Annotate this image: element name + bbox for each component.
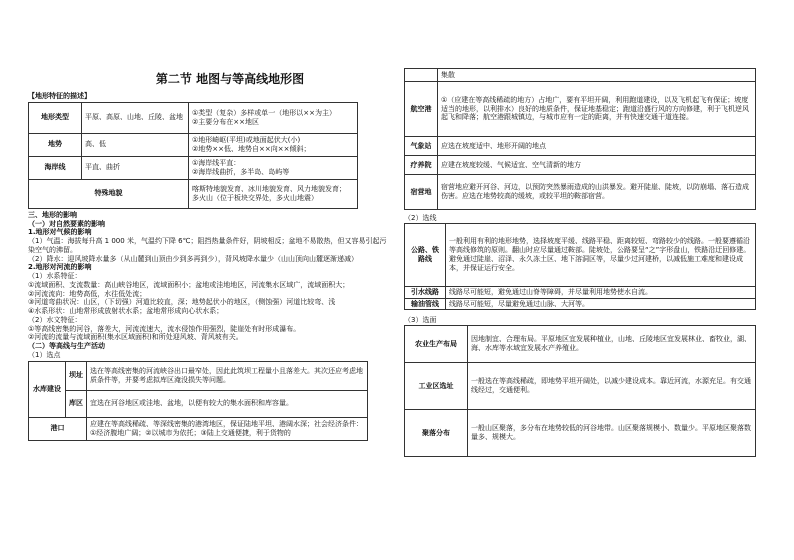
- table-cell: 一般山区聚落，多分布在地势较低的河谷地带。山区聚落规模小、数量少。平原地区聚落数量多、规模大。: [468, 410, 756, 457]
- table-cell: [189, 102, 358, 133]
- right-column: [404, 68, 760, 457]
- table-row: [405, 223, 756, 286]
- table-row: [29, 102, 358, 133]
- table-row: [405, 137, 756, 156]
- cell-line: ①类型（复杂）多样或单一（地形以××为主）: [192, 109, 337, 117]
- table-row: [29, 361, 368, 390]
- table-cell-label: 地势: [29, 133, 82, 156]
- text-line: ②河流的流量与流域面积(集水区域面积)和所处迎风坡、背风坡有关。: [28, 333, 243, 342]
- zones-table: [404, 325, 756, 457]
- table-cell: 线路尽可能短，避免通过山脊等障碍，并尽量利用地势使水自流。: [446, 286, 756, 298]
- cell-line: ②海岸线曲折，多半岛、岛屿等: [192, 167, 290, 176]
- text-line: 2.地形对河流的影响: [28, 263, 92, 272]
- table-row: [405, 286, 756, 298]
- text-line: （二）等高线与生产活动: [28, 342, 105, 350]
- text-line: ④水系形状：山地常形成放射状水系；盆地常形成向心状水系；: [28, 307, 224, 315]
- table-cell-label: 特殊地貌: [29, 179, 189, 208]
- table-cell: ①（应建在等高线稀疏的地方）占地广，要有平坦开阔，利用跑道建设，以及飞机起飞有保证；坡度适当的地形，以利排水）良好的地质条件，保证地基稳定；跑道沿盛行风的方向修建，利于飞机逆风起飞和降落；航空港跟城镇边，与城市应有一定的距离，并有快速交通干道连接。: [438, 82, 756, 137]
- text-line: （2）水文特征：: [28, 315, 82, 324]
- table-cell: 因地制宜、合理布局。平原地区宜发展种植业，山地、丘陵地区宜发展林业、畜牧业，湖、海、水库等水域宜发展水产养殖业。: [468, 326, 756, 363]
- table-cell-label: 公路、铁路线: [405, 223, 446, 286]
- table-row: [405, 69, 756, 82]
- cell-line: ②主要分布在××地区: [192, 117, 260, 126]
- text-line: ②河流流向：地势高低，水往低处流；: [28, 289, 147, 298]
- table-cell: 应选在坡度适中、地形开阔的地点: [438, 137, 756, 156]
- table-row: [29, 156, 358, 179]
- table-cell: 一般选在等高线稀疏，即地势平坦开阔处，以减少建设成本。靠近河流，水源充足。有交通线经过，交通便利。: [468, 363, 756, 410]
- table-cell-label: 疗养院: [405, 156, 438, 175]
- table-row: [405, 156, 756, 175]
- table-row: [29, 133, 358, 156]
- cell-line: 喀斯特地貌发育、冰川地貌发育、风力地貌发育；: [192, 185, 346, 193]
- table-cell: 应建在等高线稀疏、等深线密集的港湾地区，保证陆地平坦、港阔水深；社会经济条件：①经济腹地广阔；②以城市为依托；③陆上交通便捷，利于货物的: [87, 417, 368, 440]
- table-cell: 集散: [438, 69, 756, 82]
- table-cell: 高、低: [82, 133, 189, 156]
- table-cell: 平直、曲折: [82, 156, 189, 179]
- table-cell-label: 水库建设: [29, 361, 66, 417]
- cell-line: ①海岸线平直：: [192, 159, 241, 167]
- text-line: ③河道弯曲状况：山区，（下切强）河道比较直，深；地势起伏小的地区，（侧蚀强）河道比较弯、浅: [28, 298, 336, 307]
- table-cell: 线路尽可能短，尽量避免通过山脉、大河等。: [446, 298, 756, 310]
- table-row: [405, 410, 756, 457]
- section-heading: （2）选线: [404, 214, 437, 222]
- table-cell: 选在等高线密集的河流峡谷出口最窄处，因此此筑坝工程量小且落差大。其次还应考虑地质条件等，并要考虑拟库区淹没损失等问题。: [87, 361, 368, 390]
- table-cell-label: 气象站: [405, 137, 438, 156]
- text-line: ①流域面积、支流数量：高山峡谷地区，流域面积小；盆地或洼地地区，河流集水区域广，流域面积大；: [28, 280, 350, 289]
- table-cell-sublabel: 坝址: [66, 361, 87, 390]
- table-cell: 应建在坡度较缓、气候适宜、空气清新的地方: [438, 156, 756, 175]
- text-line: ①等高线密集的河谷，落差大，河流流速大，流水侵蚀作用强烈，陡崖处有时形成瀑布。: [28, 324, 301, 333]
- table-cell-label: 工业区选址: [405, 363, 468, 410]
- text-body: [28, 211, 392, 360]
- table-row: [405, 326, 756, 363]
- routes-table: [404, 223, 756, 311]
- table-cell: 一般利用有利的地形地势，选择坡度平缓、线路平稳、距离较短、弯路较少的线路。一般要遵循沿等高线修筑的原则。翻山时应尽量通过鞍部。陡坡处，公路要呈“之”字形盘山，铁路沿迂回修建。避免通过陡崖、沼泽、永久冻土区、地下溶洞区等，尽量少过河建桥，以减低施工难度和建设成本，并保证运行安全。: [446, 223, 756, 286]
- table-cell-label: 港口: [29, 417, 87, 440]
- table-row: [29, 417, 368, 440]
- text-line: 1.地形对气候的影响: [28, 228, 92, 237]
- cell-line: ②地势××低、地势自××向××倾斜；: [192, 144, 311, 153]
- table-row: [405, 298, 756, 310]
- table-cell: 宿营地应避开河谷、河边，以预防突然暴雨造成的山洪暴发。避开陡崖、陡坡，以防崩塌、落石造成伤害。应选在地势较高的缓坡，或较平坦的鞍部宿营。: [438, 175, 756, 210]
- table-cell-label: 宿营地: [405, 175, 438, 210]
- table-cell: 宜选在河谷地区或洼地、盆地，以便有较大的集水面积和库容量。: [87, 390, 368, 417]
- text-line: （1）选点: [28, 350, 61, 359]
- table-row: [405, 363, 756, 410]
- table-cell-label: 地形类型: [29, 102, 82, 133]
- terrain-table: [28, 102, 358, 209]
- table-cell-label: 农业生产布局: [405, 326, 468, 363]
- table-cell: [189, 156, 358, 179]
- page-title: 第二节 地图与等高线地形图: [155, 72, 305, 86]
- left-column: [28, 92, 392, 441]
- table-cell: [189, 133, 358, 156]
- table-cell: 平原、高原、山地、丘陵、盆地: [82, 102, 189, 133]
- facility-table: [404, 68, 756, 210]
- table-cell-label: 引水线路: [405, 286, 446, 298]
- table-cell-label: 航空港: [405, 82, 438, 137]
- cell-line: 多火山（位于板块交界处，多火山地震）: [192, 193, 318, 202]
- table-row: [405, 82, 756, 137]
- table-row: [405, 175, 756, 210]
- table-cell-label: [405, 69, 438, 82]
- section-heading: 【地形特征的描述】: [28, 92, 91, 100]
- site-selection-table: [28, 361, 368, 441]
- text-line: （1）水系特征：: [28, 272, 82, 280]
- cell-line: ①地形崎岖(平坦)或地面起伏大(小): [192, 136, 301, 144]
- table-cell-label: 输油管线: [405, 298, 446, 310]
- table-row: [29, 390, 368, 417]
- table-cell-label: 聚落分布: [405, 410, 468, 457]
- text-line: （一）对自然要素的影响: [28, 219, 105, 228]
- text-line: （2）降水：迎风坡降水量多（从山麓到山顶由少到多再到少），背风坡降水量少（山山顶向山麓逐渐递减）: [28, 254, 358, 263]
- table-cell-label: 海岸线: [29, 156, 82, 179]
- table-cell-sublabel: 库区: [66, 390, 87, 417]
- section-heading: （3）选面: [404, 316, 437, 325]
- table-row: [29, 179, 358, 208]
- text-line: （1）气温：海拔每升高 1 000 米，气温约下降 6℃；阻挡热量条件好，阴坡相反；盆地不易散热，但又容易引起污染空气的沸留。: [28, 237, 387, 254]
- table-cell: [189, 179, 358, 208]
- text-line: 三、地形的影响: [28, 210, 77, 219]
